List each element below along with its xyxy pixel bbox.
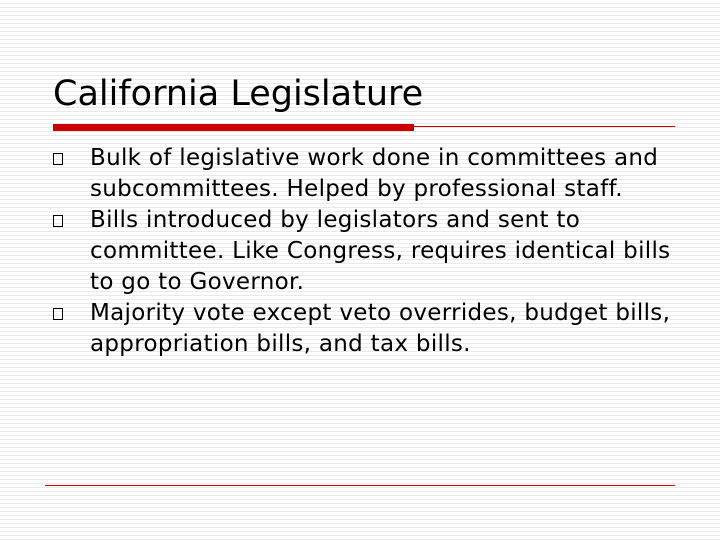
title-underline-thick xyxy=(53,124,414,131)
bullet-item xyxy=(53,205,683,298)
square-bullet-icon xyxy=(53,308,63,320)
square-bullet-icon xyxy=(53,215,63,227)
bullet-item xyxy=(53,143,683,205)
bullet-item xyxy=(53,298,683,360)
bullet-text: Majority vote except veto overrides, budget bills, appropriation bills, and tax bills. xyxy=(90,300,671,357)
bullet-text: Bills introduced by legislators and sent to committee. Like Congress, requires identical bills to go to Governor. xyxy=(90,207,671,295)
title-underline-thin xyxy=(414,126,675,127)
bullet-text: Bulk of legislative work done in committees and subcommittees. Helped by professional staff. xyxy=(90,145,659,202)
footer-rule xyxy=(45,485,675,486)
square-bullet-icon xyxy=(53,153,63,165)
bullet-list xyxy=(53,143,683,360)
slide-title: California Legislature xyxy=(53,74,424,114)
